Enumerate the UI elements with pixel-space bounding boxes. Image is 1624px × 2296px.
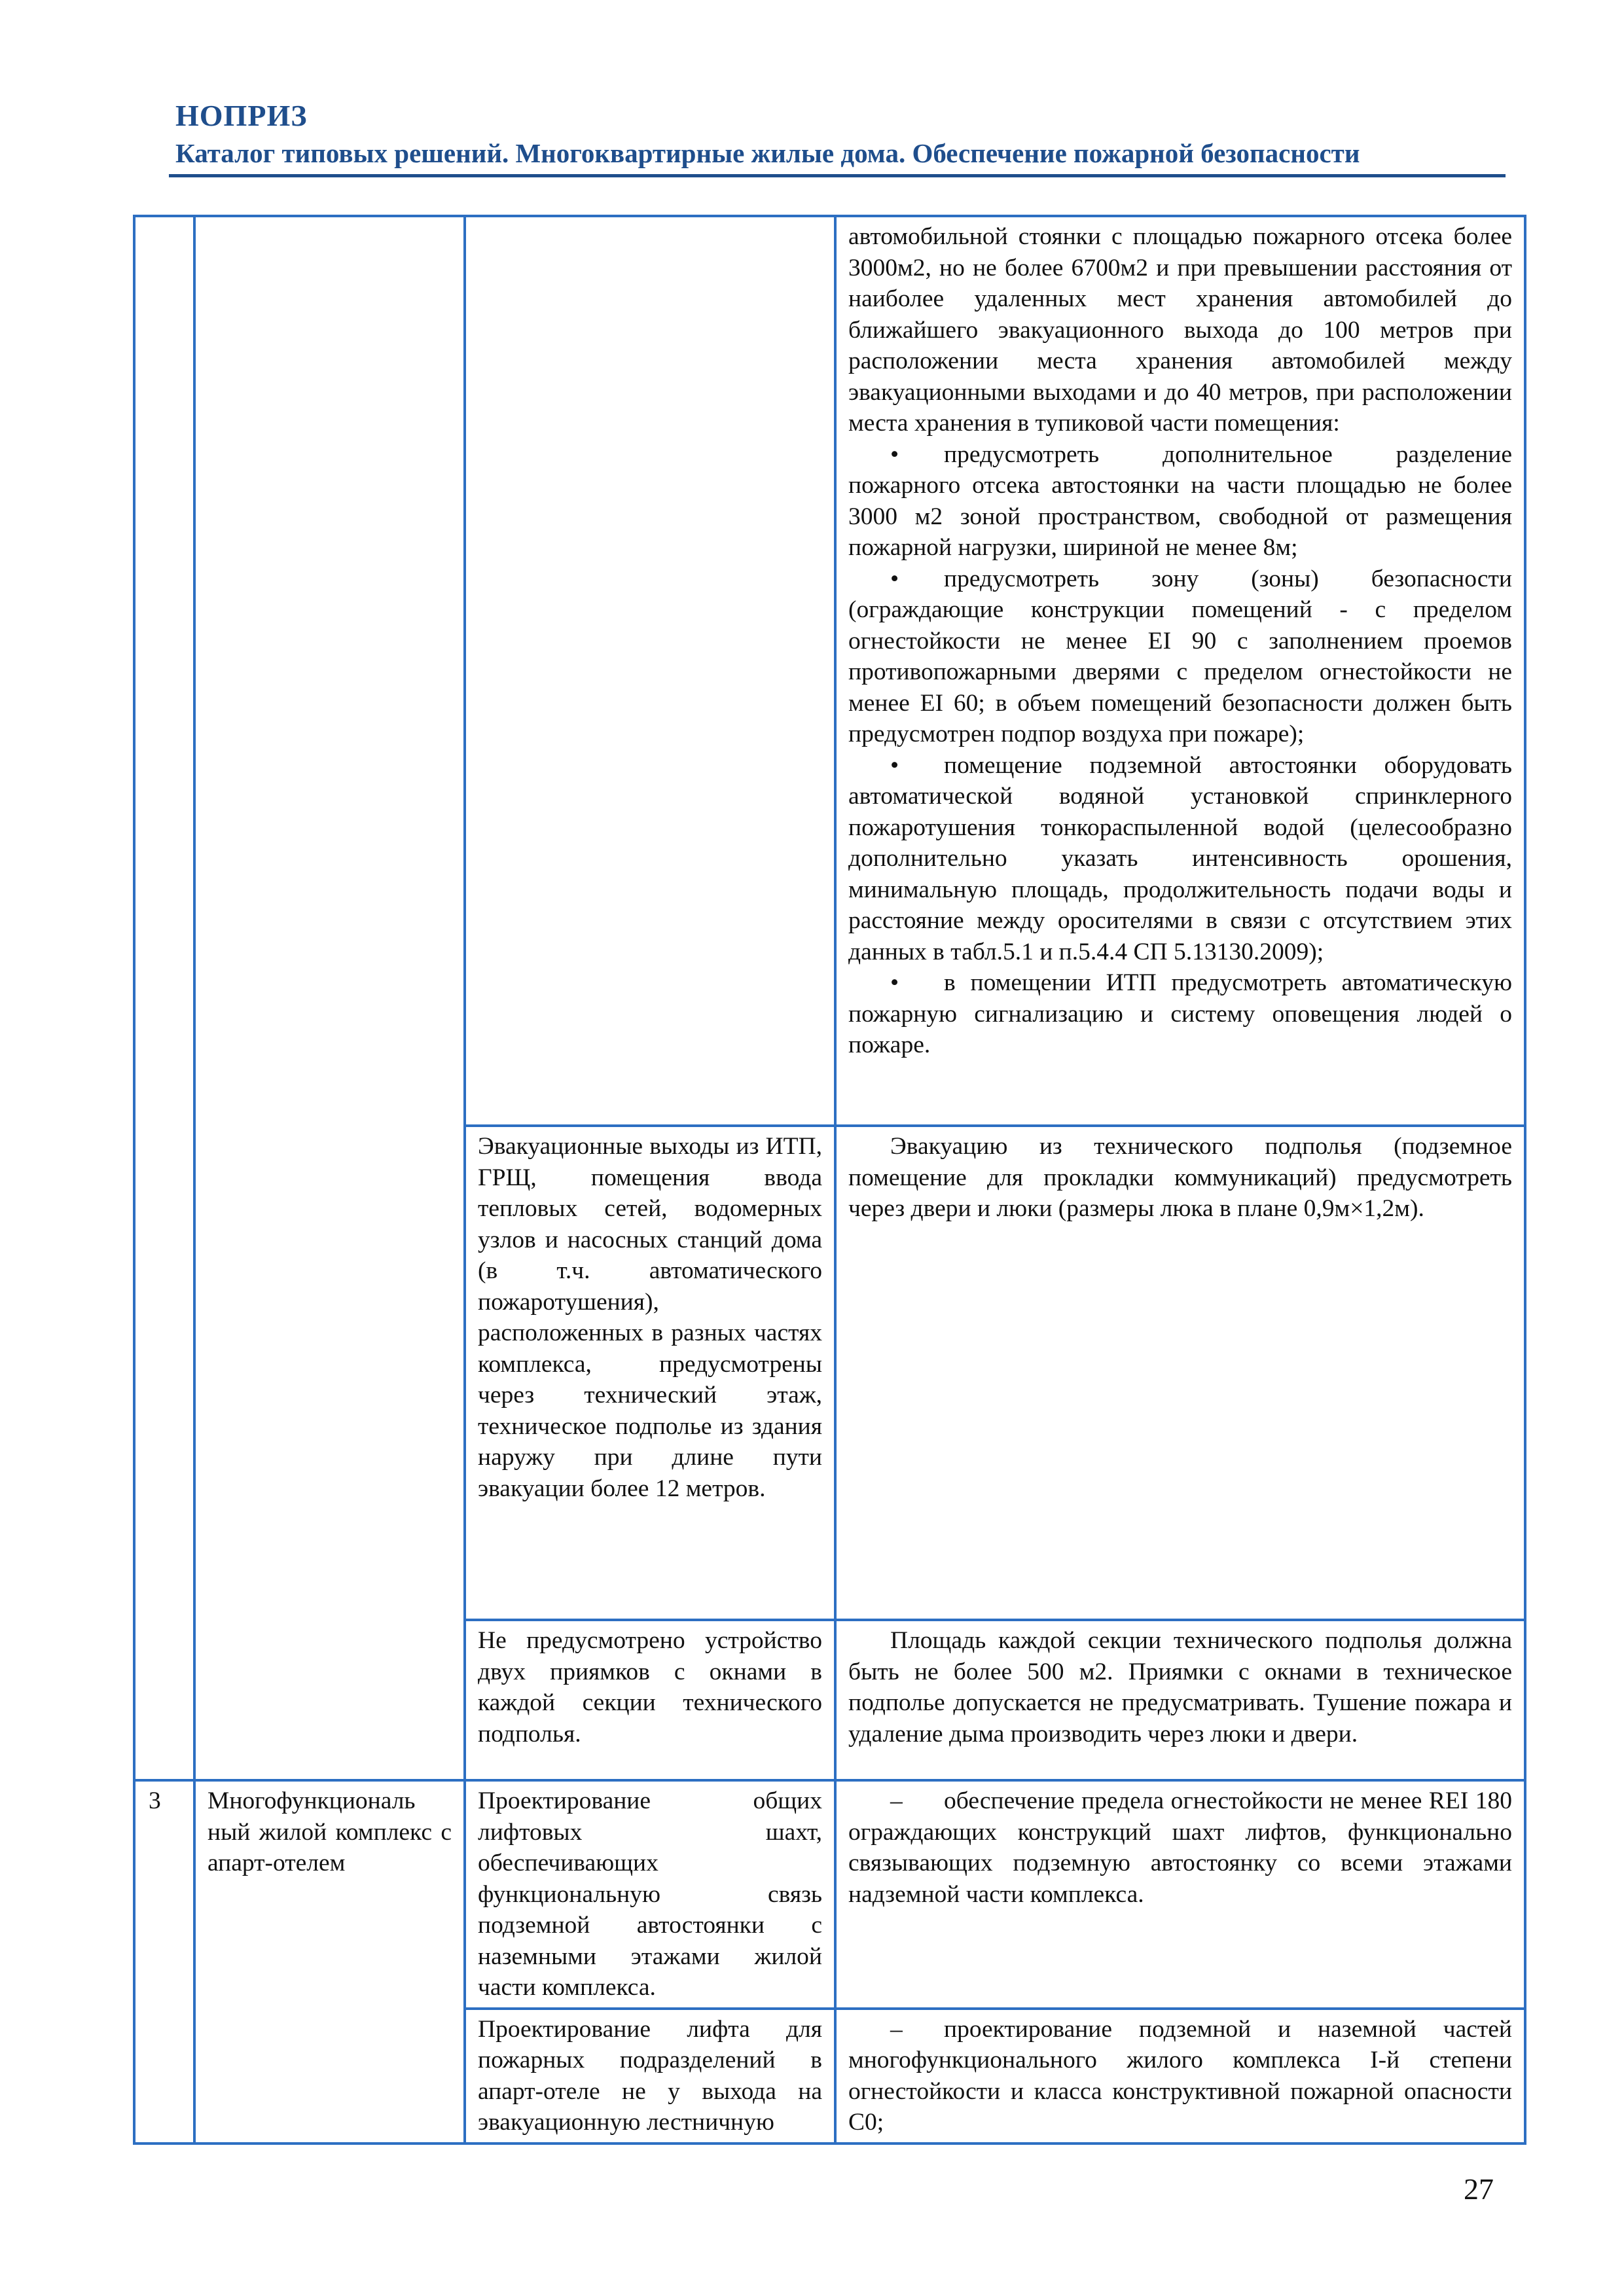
list-item bbox=[848, 1785, 1512, 1910]
document-title: Каталог типовых решений. Многоквартирные жилые дома. Обеспечение пожарной безопасности bbox=[175, 138, 1360, 168]
solution-cell bbox=[835, 1126, 1525, 1620]
deviation-cell bbox=[465, 216, 835, 1126]
deviation-cell bbox=[465, 1780, 835, 2009]
solution-text: Площадь каждой секции технического подполья должна быть не более 500 м2. Приямки с окнами в техническое подполье допускается не предусматривать. Тушение пожара и удаление дыма производить через люки и двери. bbox=[848, 1627, 1512, 1748]
deviation-text: Проектирование общих лифтовых шахт, обеспечивающих функциональную связь подземной автостоянки с наземными этажами жилой части комплекса. bbox=[478, 1787, 822, 2001]
solution-text: автомобильной стоянки с площадью пожарного отсека более 3000м2, но не более 6700м2 и при превышении расстояния от наиболее удаленных мест хранения автомобилей до ближайшего эвакуационного выхода до 100 метров при расположении места хранения автомобилей между эвакуационными выходами и до 40 метров, при расположении места хранения в тупиковой части помещения: bbox=[848, 223, 1512, 437]
solution-cell bbox=[835, 216, 1525, 1126]
deviation-cell bbox=[465, 2009, 835, 2144]
solution-text: Эвакуацию из технического подполья (подземное помещение для прокладки коммуникаций) предусмотреть через двери и люки (размеры люка в плане 0,9м×1,2м). bbox=[848, 1133, 1512, 1222]
row-number-cell bbox=[134, 216, 194, 1780]
list-item bbox=[848, 750, 1512, 968]
solutions-table bbox=[133, 215, 1526, 2145]
page-number: 27 bbox=[1464, 2172, 1494, 2206]
bullet-marker: • bbox=[890, 751, 899, 779]
list-item bbox=[848, 564, 1512, 750]
list-item-text: в помещении ИТП предусмотреть автоматическую пожарную сигнализацию и систему оповещения людей о пожаре. bbox=[848, 969, 1512, 1058]
list-item-text: предусмотреть зону (зоны) безопасности (ограждающие конструкции помещений - с пределом огнестойкости не менее EI 90 с заполнением проемов противопожарными дверями с пределом огнестойкости не менее EI 60; в объем помещений безопасности должен быть предусмотрен подпор воздуха при пожаре); bbox=[848, 565, 1512, 747]
deviation-cell bbox=[465, 1620, 835, 1780]
table-row bbox=[134, 1780, 1525, 2009]
list-item-text: обеспечение предела огнестойкости не менее REI 180 ограждающих конструкций шахт лифтов, функционально связывающих подземную автостоянку со всеми этажами надземной части комплекса. bbox=[848, 1787, 1512, 1908]
dash-marker: – bbox=[890, 1787, 903, 1814]
object-text: Многофункциональ ный жилой комплекс с апарт-отелем bbox=[208, 1787, 452, 1876]
list-item bbox=[848, 439, 1512, 564]
table-row bbox=[134, 216, 1525, 1126]
bullet-marker: • bbox=[890, 969, 899, 996]
deviation-text: Эвакуационные выходы из ИТП, ГРЩ, помещения ввода тепловых сетей, водомерных узлов и насосных станций дома (в т.ч. автоматического пожаротушения), расположенных в разных частях комплекса, предусмотрены через технический этаж, техническое подполье из здания наружу при длине пути эвакуации более 12 метров. bbox=[478, 1133, 822, 1502]
list-item bbox=[848, 2014, 1512, 2138]
solution-cell bbox=[835, 2009, 1525, 2144]
list-item bbox=[848, 967, 1512, 1061]
organization-name: НОПРИЗ bbox=[175, 99, 308, 132]
dash-marker: – bbox=[890, 2015, 903, 2043]
bullet-marker: • bbox=[890, 440, 899, 468]
list-item-text: предусмотреть дополнительное разделение пожарного отсека автостоянки на части площадью не более 3000 м2 зоной пространством, свободной от размещения пожарной нагрузки, шириной не менее 8м; bbox=[848, 440, 1512, 561]
object-cell bbox=[194, 1780, 465, 2144]
deviation-cell bbox=[465, 1126, 835, 1620]
solution-cell bbox=[835, 1620, 1525, 1780]
solution-cell bbox=[835, 1780, 1525, 2009]
bullet-marker: • bbox=[890, 565, 899, 592]
deviation-text: Проектирование лифта для пожарных подразделений в апарт-отеле не у выхода на эвакуационную лестничную bbox=[478, 2015, 822, 2136]
list-item-text: помещение подземной автостоянки оборудовать автоматической водяной установкой спринклерного пожаротушения тонкораспыленной водой (целесообразно дополнительно указать интенсивность орошения, минимальную площадь, продолжительность подачи воды и расстояние между оросителями в связи с отсутствием этих данных в табл.5.1 и п.5.4.4 СП 5.13130.2009); bbox=[848, 751, 1512, 965]
row-number: 3 bbox=[149, 1787, 161, 1814]
object-cell bbox=[194, 216, 465, 1780]
list-item-text: проектирование подземной и наземной частей многофункционального жилого комплекса I-й степени огнестойкости и класса конструктивной пожарной опасности С0; bbox=[848, 2015, 1512, 2136]
row-number-cell bbox=[134, 1780, 194, 2144]
deviation-text: Не предусмотрено устройство двух приямков с окнами в каждой секции технического подполья. bbox=[478, 1627, 822, 1748]
header-divider bbox=[169, 174, 1506, 177]
